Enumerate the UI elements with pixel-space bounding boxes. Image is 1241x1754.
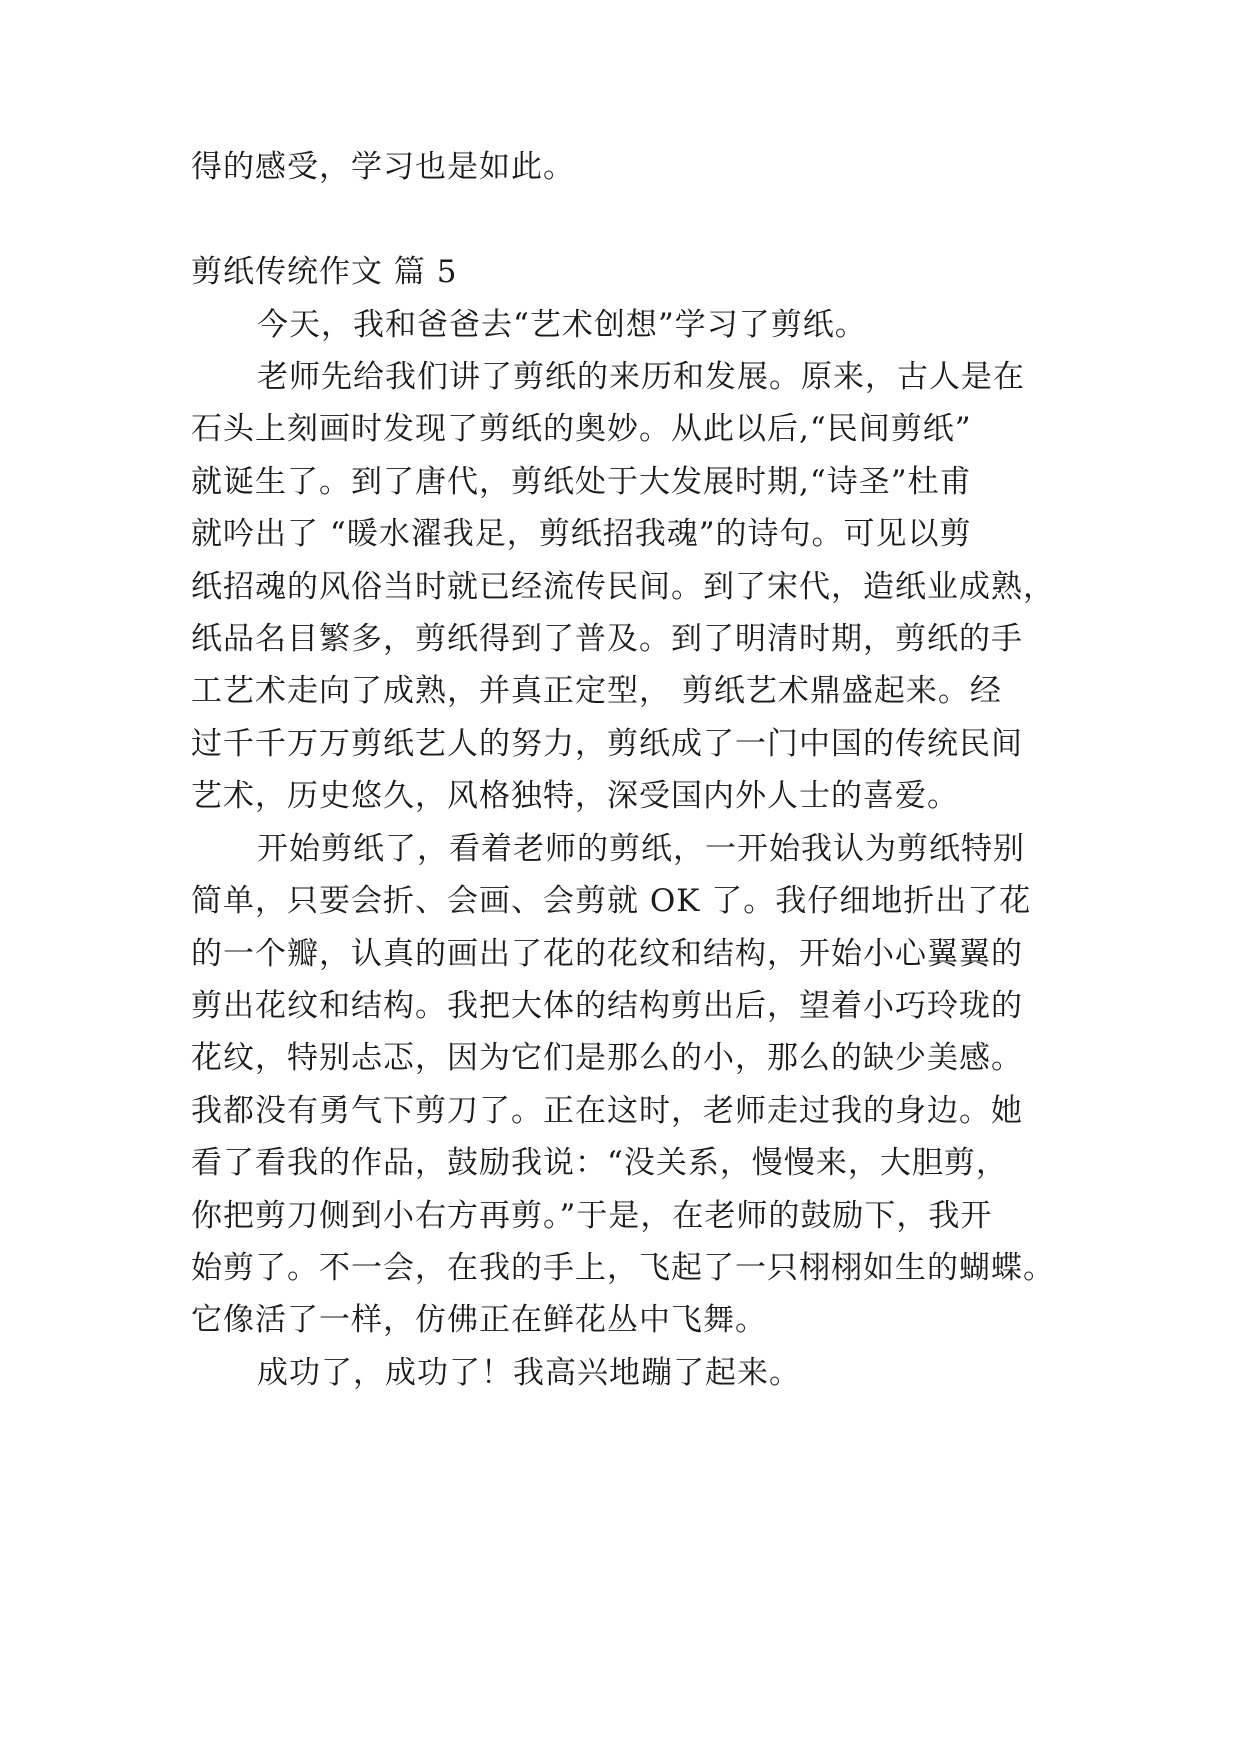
paragraph-line: 简单，只要会折、会画、会剪就 OK 了。我仔细地折出了花: [191, 883, 1032, 919]
paragraph-line: 纸品名目繁多，剪纸得到了普及。到了明清时期，剪纸的手: [191, 621, 1023, 657]
paragraph-line: 过千千万万剪纸艺人的努力，剪纸成了一门中国的传统民间: [191, 726, 1023, 762]
paragraph-line: 老师先给我们讲了剪纸的来历和发展。原来，古人是在: [257, 359, 1025, 395]
paragraph-line: 工艺术走向了成熟，并真正定型， 剪纸艺术鼎盛起来。经: [191, 673, 1002, 709]
paragraph-line: 我都没有勇气下剪刀了。正在这时，老师走过我的身边。她: [191, 1093, 1023, 1129]
previous-text-tail: 得的感受，学习也是如此。: [191, 149, 575, 185]
paragraph-line: 开始剪纸了，看着老师的剪纸，一开始我认为剪纸特别: [257, 831, 1025, 867]
paragraph-line: 你把剪刀侧到小右方再剪。”于是，在老师的鼓励下，我开: [191, 1198, 993, 1234]
paragraph-line: 始剪了。不一会，在我的手上，飞起了一只栩栩如生的蝴蝶。: [191, 1250, 1055, 1286]
paragraph-line: 就诞生了。到了唐代，剪纸处于大发展时期,“诗圣”杜甫: [191, 464, 972, 500]
paragraph-line: 今天，我和爸爸去“艺术创想”学习了剪纸。: [257, 307, 867, 343]
paragraph-line: 成功了，成功了！我高兴地蹦了起来。: [257, 1355, 801, 1391]
paragraph-line: 就吟出了 “暖水濯我足，剪纸招我魂”的诗句。可见以剪: [191, 516, 972, 552]
paragraph-line: 剪出花纹和结构。我把大体的结构剪出后，望着小巧玲珑的: [191, 988, 1023, 1024]
paragraph-line: 看了看我的作品，鼓励我说：“没关系，慢慢来，大胆剪，: [191, 1145, 1008, 1181]
paragraph-line: 的一个瓣，认真的画出了花的花纹和结构，开始小心翼翼的: [191, 936, 1023, 972]
paragraph-line: 它像活了一样，仿佛正在鲜花丛中飞舞。: [191, 1302, 767, 1338]
paragraph-line: 花纹，特别忐忑，因为它们是那么的小，那么的缺少美感。: [191, 1040, 1023, 1076]
paragraph-line: 纸招魂的风俗当时就已经流传民间。到了宋代，造纸业成熟，: [191, 569, 1055, 605]
paragraph-line: 石头上刻画时发现了剪纸的奥妙。从此以后,“民间剪纸”: [191, 411, 972, 447]
paragraph-line: 艺术，历史悠久，风格独特，深受国内外人士的喜爱。: [191, 778, 959, 814]
section-title: 剪纸传统作文 篇 5: [191, 254, 458, 290]
